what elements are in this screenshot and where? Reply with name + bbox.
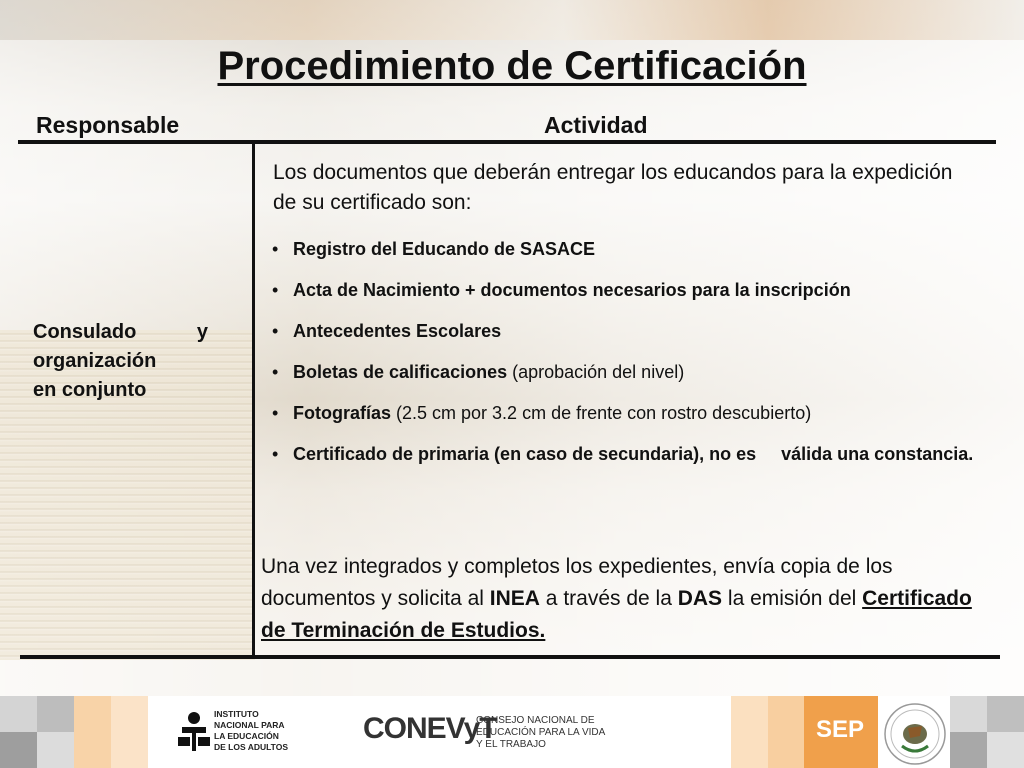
footer-decor-square: [0, 732, 37, 768]
item-bold: Fotografías: [293, 403, 392, 423]
list-item: [272, 359, 992, 385]
footer-decor-square: [987, 732, 1024, 768]
footer-decor-square: [111, 696, 148, 768]
inea-name-line: LA EDUCACIÓN: [214, 731, 279, 741]
footer-decor-square: [0, 696, 37, 732]
intro-paragraph: Los documentos que deberán entregar los educandos para la expedición de su certificado son:: [273, 161, 953, 214]
conevyt-subtitle-line: EDUCACIÓN PARA LA VIDA: [476, 727, 606, 738]
list-item: [272, 318, 992, 344]
bullet-icon: •: [272, 444, 279, 464]
footer-decor-square: [950, 732, 987, 768]
bullet-icon: •: [272, 321, 279, 341]
item-bold: Registro del Educando de SASACE: [293, 239, 596, 259]
responsable-word-consulado: Consulado: [33, 321, 137, 343]
footer-decor-square: [74, 696, 111, 768]
bullet-icon: •: [272, 280, 279, 300]
footer-decor-square: [950, 696, 987, 732]
bullet-icon: •: [272, 239, 279, 259]
slide-title-text: Procedimiento de Certificación: [217, 44, 807, 88]
closing-inea: INEA: [489, 587, 540, 610]
slide-title: [0, 38, 1024, 94]
footer-decor-square: [37, 732, 74, 768]
closing-text-1: Una vez integrados y completos los expedientes, envía copia de los documentos y solicita al: [261, 555, 893, 610]
item-rest: (aprobación del nivel): [507, 362, 685, 382]
inea-name-line: NACIONAL PARA: [214, 720, 285, 730]
table-bottom-rule: [20, 655, 1000, 659]
header-actividad: Actividad: [544, 112, 648, 138]
footer-decor-square: [731, 696, 768, 768]
bullet-icon: •: [272, 362, 279, 382]
conevyt-subtitle-line: CONSEJO NACIONAL DE: [476, 715, 595, 726]
footer-decor-square: [987, 696, 1024, 732]
conevyt-subtitle-line: Y EL TRABAJO: [476, 739, 546, 750]
closing-certificate-name: Certificado de Terminación de Estudios.: [261, 587, 972, 642]
item-bold: Acta de Nacimiento + documentos necesarios para la inscripción: [293, 280, 851, 300]
list-item: [272, 441, 992, 467]
responsable-line-2: organización: [33, 350, 157, 372]
list-item: [272, 236, 992, 262]
footer-decor-square: [37, 696, 74, 732]
responsable-word-y: y: [196, 321, 208, 343]
sep-logo: SEP: [816, 716, 865, 743]
inea-name-line: DE LOS ADULTOS: [214, 742, 288, 752]
list-item: [272, 277, 992, 303]
conevyt-subtitle: [476, 715, 605, 751]
closing-das: DAS: [677, 587, 723, 610]
bullet-icon: •: [272, 403, 279, 423]
responsable-line-3: en conjunto: [33, 379, 147, 401]
closing-text-3: la emisión del: [722, 587, 863, 610]
inea-logo-icon: [176, 711, 212, 753]
responsable-line-1: [33, 318, 208, 347]
document-list: [272, 236, 992, 482]
background-blur: [0, 0, 1024, 40]
header-responsable: Responsable: [36, 112, 180, 138]
closing-text-2: a través de la: [539, 587, 678, 610]
conevyt-logo: CONEVyT: [363, 712, 497, 745]
mexico-seal-icon: [880, 698, 950, 768]
table-column-divider: [252, 144, 255, 656]
item-rest: (2.5 cm por 3.2 cm de frente con rostro descubierto): [391, 403, 812, 423]
item-bold: Antecedentes Escolares: [293, 321, 502, 341]
responsable-cell: [33, 318, 208, 405]
table-top-rule: [18, 140, 996, 144]
item-bold: Certificado de primaria (en caso de secundaria), no es válida una constancia.: [293, 444, 974, 464]
item-bold: Boletas de calificaciones: [293, 362, 508, 382]
closing-paragraph: [261, 551, 981, 647]
footer-decor-square: [768, 696, 804, 768]
inea-name: [214, 709, 288, 753]
inea-name-line: INSTITUTO: [214, 709, 259, 719]
list-item: [272, 400, 992, 426]
